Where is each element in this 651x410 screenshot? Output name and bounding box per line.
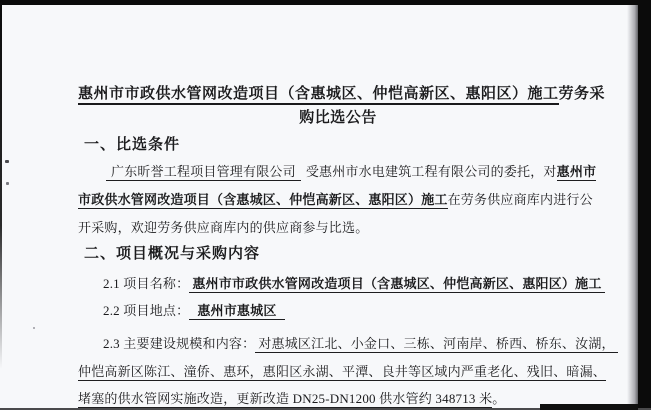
title-line2-text: 购比选公告 (299, 109, 377, 126)
paragraph-text: 受惠州市水电建筑工程有限公司的委托，对 (305, 164, 557, 179)
paragraph-line-2 (78, 191, 593, 209)
document-title-line-2 (78, 106, 598, 127)
paragraph-text: 在劳务供应商库内进行公 (447, 192, 593, 207)
scan-border-top (0, 0, 651, 5)
item-2-3-label: 2.3 主要建设规模和内容： (103, 336, 256, 351)
project-name-start: 惠州市 (556, 164, 597, 179)
project-name-continued: 市政供水管网改造项目（含惠城区、仲恺高新区、惠阳区）施工 (78, 192, 448, 207)
agent-company-name: 广东昕誉工程项目管理有限公司 (106, 164, 301, 181)
scan-border-bottom-right (540, 404, 638, 410)
item-2-3-content: 仲恺高新区陈江、潼侨、惠环，惠阳区永湖、平潭、良井等区域内严重老化、残旧、暗漏、 (78, 364, 607, 379)
item-2-2-value: 惠州市惠城区 (189, 303, 284, 320)
scan-speck (33, 327, 35, 329)
paragraph-line-3 (78, 219, 368, 237)
page-edge-shadow (627, 5, 638, 408)
item-2-2-label: 2.2 项目地点： (103, 303, 190, 318)
item-2-3-scope-line-1 (103, 335, 618, 353)
scan-border-right (638, 0, 651, 410)
title-project-name-underlined: 惠州市市政供水管网改造项目（含惠城区、仲恺高新区、惠阳区）施工 (78, 85, 559, 105)
item-2-1-value: 惠州市市政供水管网改造项目（含惠城区、仲恺高新区、惠阳区）施工 (189, 276, 604, 293)
item-2-1-label: 2.1 项目名称： (103, 276, 190, 291)
item-2-3-content: 堵塞的供水管网实施改造，更新改造 DN25-DN1200 供水管约 348713 米 (78, 391, 493, 406)
item-2-3-content: 对惠城区江北、小金口、三栋、河南岸、桥西、桥东、汝湖， (255, 336, 617, 353)
item-2-1-project-name (103, 275, 605, 293)
sentence-period: 。 (492, 391, 506, 406)
section-2-heading: 二、项目概况与采购内容 (84, 245, 261, 262)
section-1-heading: 一、比选条件 (84, 136, 181, 153)
title-rest: 劳务采 (558, 85, 606, 102)
document-title-line-1 (78, 82, 606, 103)
scan-speck (5, 160, 9, 163)
paragraph-text: 开采购，欢迎劳务供应商库内的供应商参与比选。 (78, 220, 369, 235)
scan-border-left (0, 0, 2, 410)
item-2-3-scope-line-2 (78, 363, 606, 381)
scan-speck (6, 182, 9, 185)
item-2-3-scope-line-3 (78, 390, 506, 408)
item-2-2-project-location (103, 302, 285, 320)
paragraph-line-1 (106, 163, 596, 181)
